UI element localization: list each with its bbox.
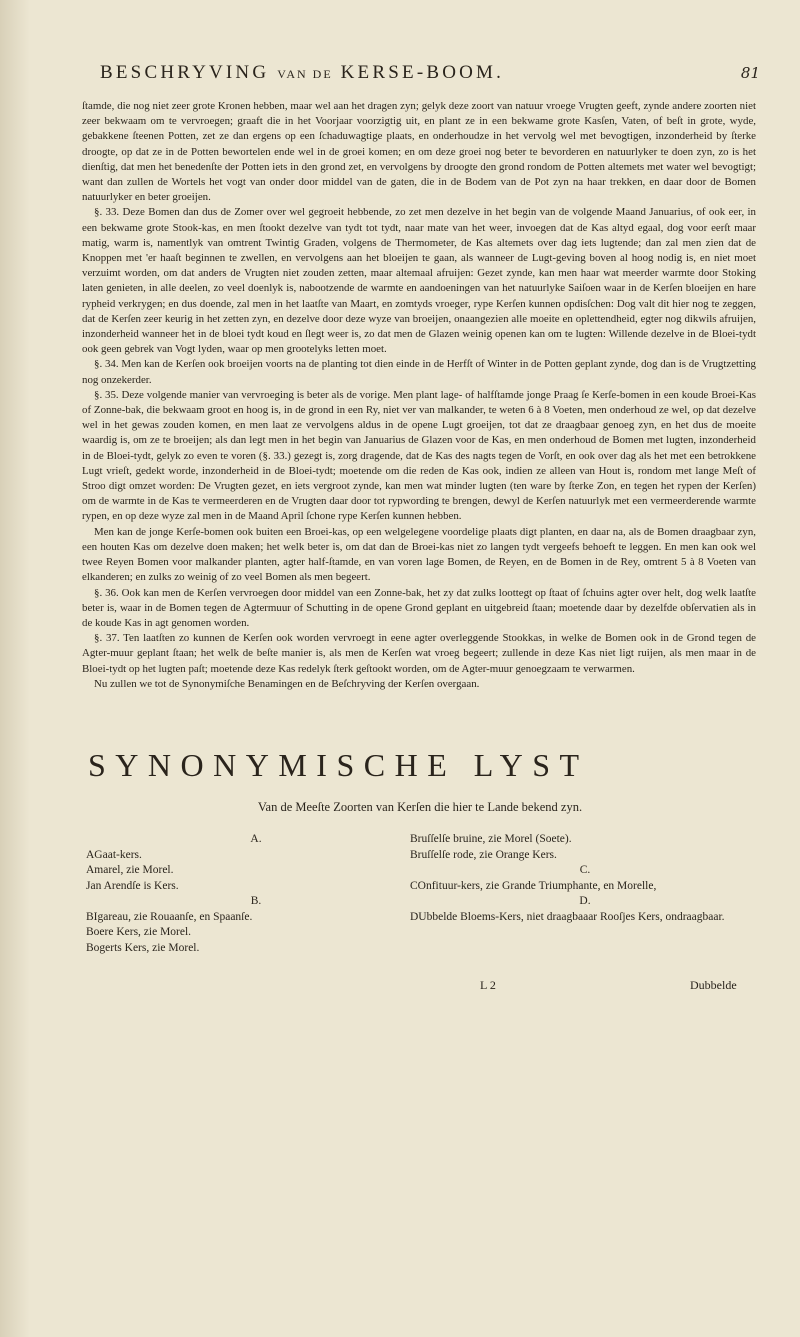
running-title-small: VAN DE	[277, 67, 333, 81]
synonym-column-left	[86, 832, 386, 956]
page-number: 81	[740, 64, 760, 82]
paragraph-section-36: §. 36. Ook kan men de Kerſen vervroegen door middel van een Zonne-bak, het zy dat zulks loottegt op ſtaat of ſchuins agter over helt, dog welk laatſte beter is, waar in de Bomen tegen de Agtermuur of Schutting in de opene Grond geplant en uitgebreid ſtaan; moetende daar by dezelfde obſervatien als in de koude Kas in agt genomen worden.	[82, 586, 756, 629]
paragraph-transition: Nu zullen we tot de Synonymiſche Benamingen en de Beſchryving der Kerſen overgaan.	[94, 677, 480, 690]
synonym-column-right	[410, 832, 760, 925]
paragraph-continuation: ſtamde, die nog niet zeer grote Kronen hebben, maar wel aan het dragen zyn; gelyk deze zoort van natuur vroege Vrugten geeft, zynde andere zoorten niet zeer bekwaam om te vervroegen; graaft die in het Voorjaar voorzigtig uit, en plant ze in een bekwame grote Kasſen, Vaten, of beſt in grote, wyde, gebakkene ſteenen Potten, zet ze dan ergens op een ſchaduwagtige plaats, en onderhoudze in het vervolg wel met bevogtigen, inzonderheid by ſterke droogte, op dat ze in de Potten bewortelen ende wel in de groei komen; en om deze groei nog beter te bevorderen en natuurlyker te doen zyn, zo is het dienſtig, dat men het benedenſte der Potten iets in den grond zet, en vervolgens by droogte den grond rondom de Potten altemets met water wel bevogtigt; want dan zullen de Wortels het vogt van onder door middel van de gaten, die in de Bodem van de Pot zyn na haar trekken, en daar door de Bomen natuurlyker en beter groeijen.	[82, 100, 756, 204]
synonym-entry: Bruſſelſe rode, zie Orange Kers.	[410, 848, 557, 861]
synonym-entry: Jan Arendſe is Kers.	[86, 879, 179, 892]
running-title-part-a: BESCHRYVING	[100, 62, 270, 83]
synonym-entry: Bruſſelſe bruine, zie Morel (Soete).	[410, 833, 572, 845]
running-title-part-b: KERSE-BOOM.	[340, 62, 505, 83]
letter-heading-d: D.	[579, 895, 591, 907]
synonym-entry: Amarel, zie Morel.	[86, 864, 174, 876]
synonym-list-title: SYNONYMISCHE LYST	[88, 747, 589, 783]
signature-mark: L 2	[480, 978, 496, 992]
paragraph-section-33: §. 33. Deze Bomen dan dus de Zomer over wel gegroeit hebbende, zo zet men dezelve in het begin van de volgende Maand Januarius, of ook eer, in een bekwame grote Stook-kas, en men ſtookt dezelve van tydt tot tydt, naar mate van het weer, invoegen dat de Kas altyd egaal, dog voor eerſt maar matig, warm is, namentlyk van omtrent Twintig Graden, volgens de Thermometer, de Kas altemets over dag iets lugtende; dan zal men zien dat de Knoppen met 'er haaſt beginnen te zwellen, en vervolgens aan het bloeijen te gaan, als wanneer de Lugt-geving boven al hoog nodig is, en niet moet verzuimt worden, om dat anders de Vrugten niet zouden zetten, maar altemaal afruijen: Gezet zynde, kan men haar wat meerder warmte door Stoking laten genieten, in alle deelen, zo veel doenlyk is, nabootzende de warmte en aandoeningen van het natuurlyke Saiſoen waar in de Kerſen bloeijen en hare rypheid verkrygen; en dus doende, zal men in het laatſte van Maart, en zomtyds vroeger, rype Kerſen kunnen opdisſchen: Dog valt dit hier nog te zeggen, dat de Kerſen zeer keurig in het zetten zyn, en dezelve door deze wyze van broeijen, onaangezien alle moeite en oplettendheid, egter nog dikwils afruijen, inzonderheid wanneer het in de bloei tydt koud en ſlegt weer is, zo dat men de Glazen weinig openen kan om te lugten: Willende dezelve in de Bloei-tydt ook geen gebrek van Vogt lyden, waar op men grootelyks letten moet.	[82, 206, 756, 356]
synonym-entry: Bogerts Kers, zie Morel.	[86, 941, 200, 954]
paragraph-section-35-cont: Men kan de jonge Kerſe-bomen ook buiten een Broei-kas, op een welgelegene voordelige plaats digt planten, en daar na, als de Bomen draagbaar zyn, een houten Kas om dezelve doen maken; het welk beter is, om dat dan de Broei-kas niet zo langen tydt vergeefs behoeft te leggen. En men kan ook wel twee Reyen Bomen voor malkander planten, agter half-ſtamde, en van voren lage Bomen, de Reyen, en de Bomen in de Rey, omtrent 5 à 8 Voeten van elkanderen; en zulks zo weinig of zo veel Bomen als men begeert.	[82, 525, 756, 584]
synonym-list-subtitle: Van de Meeſte Zoorten van Kerſen die hier te Lande bekend zyn.	[257, 800, 583, 814]
letter-heading-a: A.	[250, 833, 262, 845]
running-header	[100, 62, 760, 96]
synonym-entry: COnfituur-kers, zie Grande Triumphante, en Morelle,	[410, 879, 657, 892]
paragraph-section-34: §. 34. Men kan de Kerſen ook broeijen voorts na de planting tot dien einde in de Herfſt of Winter in de Potten geplant zynde, dog dan is de Vrugtzetting nog onzekerder.	[82, 358, 756, 386]
synonym-entry: DUbbelde Bloems-Kers, niet draagbaaar Rooſjes Kers, ondraagbaar.	[410, 910, 725, 923]
paragraph-section-35: §. 35. Deze volgende manier van vervroeging is beter als de vorige. Men plant lage- of halfſtamde jonge Praag ſe Kerſe-bomen in een koude Broei-Kas of Zonne-bak, die bekwaam groot en hoog is, in de grond in een Ry, niet ver van malkander, te weten 6 à 8 Voeten, men onderhoud ze wel, op dat dezelve wel in het gewas zouden komen, en men laat ze vervolgens aldus in de opene Lugt groeijen, tot dat ze draagbaar genoeg zyn, en het dus de moeite waardig is, om ze te broeijen; als dan legt men in het begin van Januarius de Glazen voor de Kas, en men onderhoud de Bomen met lugten, inzonderheid in de Bloei-tydt, gelyk zo even te voren (§. 33.) gezegt is, zorg dragende, dat de Kas des nagts tegen de Vorſt, en ook over dag als het met een betrokkene Lugt vrieſt, gedekt worde, inzonderheid in de Bloei-tydt; moetende om die reden de Kas ook, indien ze alleen van Hout is, rondom met lange Meſt of Stroo digt omzet worden: De Vrugten gezet, en iets vergroot zynde, kan men wat minder lugten (ten ware by ſterke Zon, en tegen het rypen der Kerſen) om de warmte in de Kas te vermeerderen en de Vrugten daar door tot rypwording te brengen, dewyl de Kerſen natuurlyk met een vermeerderende warmte rypen, en op deze wyze zal men in de Maand April ſchone rype Kerſen kunnen hebben.	[82, 388, 756, 523]
paragraph-section-37: §. 37. Ten laatſten zo kunnen de Kerſen ook worden vervroegt in eene agter overleggende Stookkas, in welke de Bomen ook in de Grond tegen de Agter-muur geplant ſtaan; het welk de beſte manier is, als men de Kerſen wat vroeg begeert; zullende in deze Kas niet ligt ruijen, als men maar in de Bloei-tydt op het lugten paſt; moetende deze Kas redelyk ſterk geſtookt worden, om de Agter-muur genoegzaam te verwarmen.	[82, 632, 756, 675]
letter-heading-c: C.	[579, 864, 591, 876]
running-title	[100, 62, 504, 84]
letter-heading-b: B.	[250, 895, 262, 907]
binding-shadow	[0, 0, 30, 1337]
main-text	[82, 99, 756, 692]
synonym-entry: AGaat-kers.	[86, 848, 142, 861]
catchword: Dubbelde	[690, 978, 737, 992]
synonym-entry: BIgareau, zie Rouaanſe, en Spaanſe.	[86, 910, 253, 923]
synonym-entry: Boere Kers, zie Morel.	[86, 926, 192, 938]
